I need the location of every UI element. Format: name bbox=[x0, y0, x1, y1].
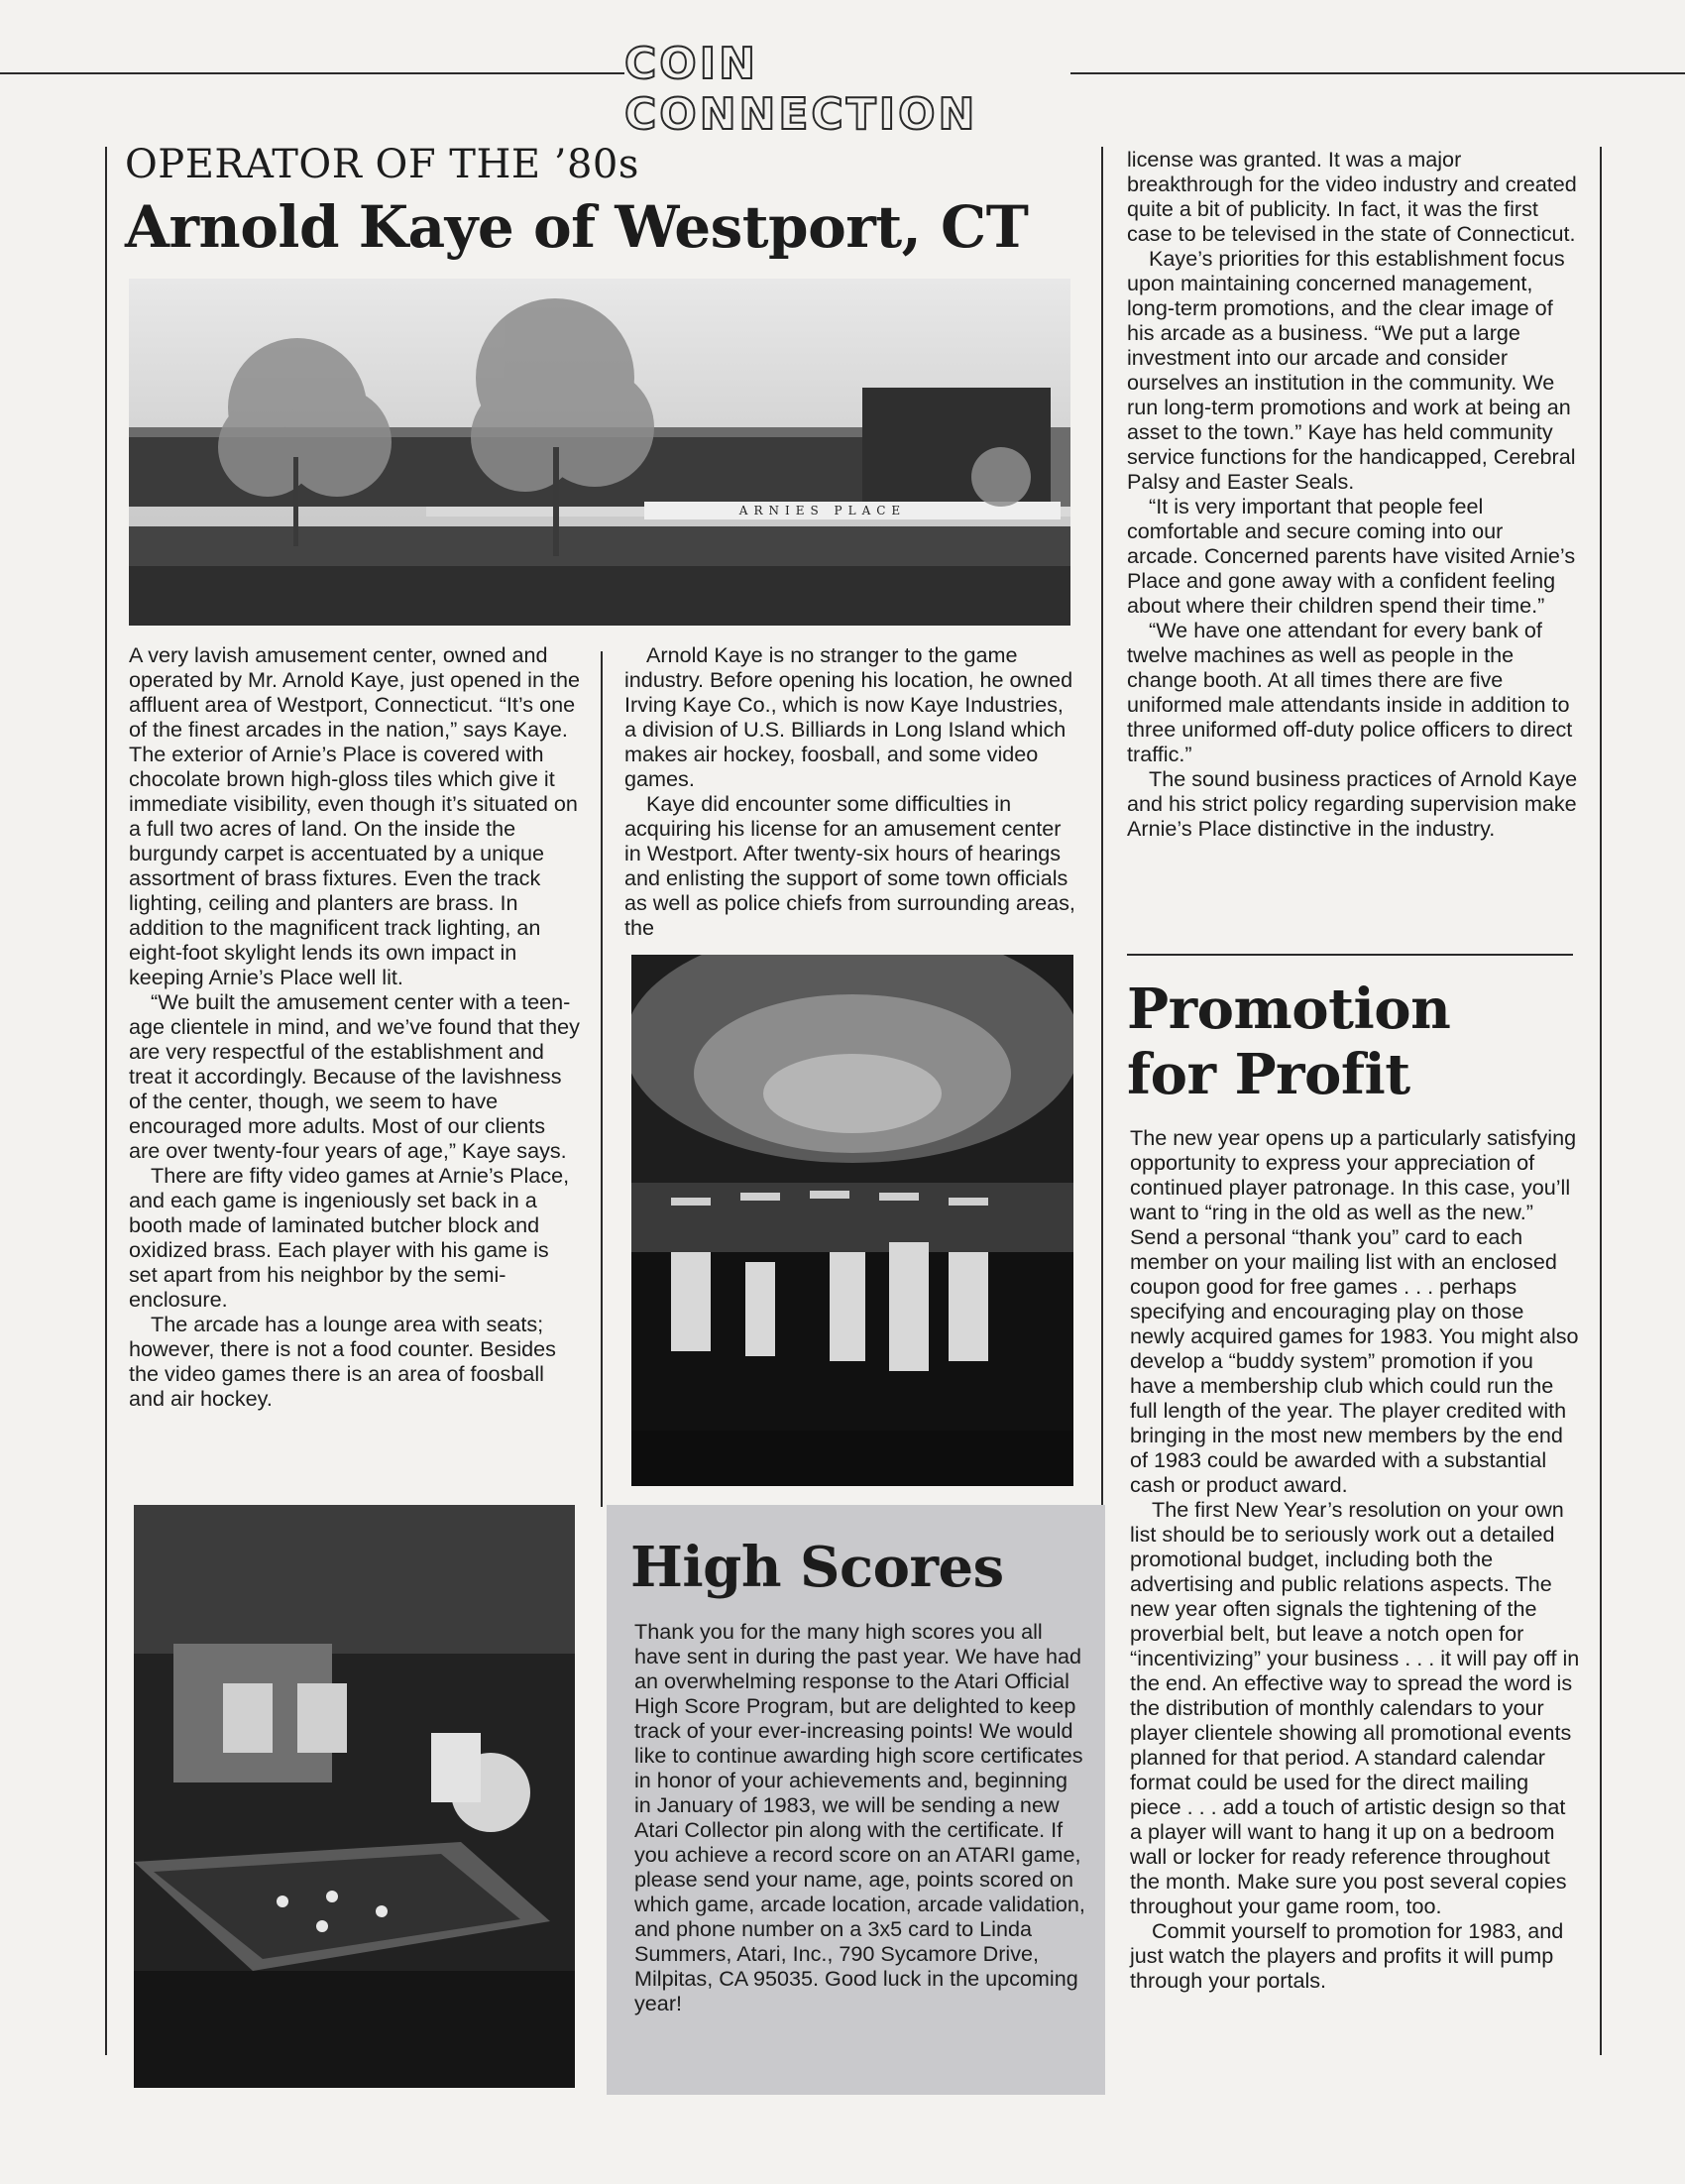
left-margin-rule bbox=[105, 147, 107, 2055]
high-scores-title: High Scores bbox=[630, 1535, 1004, 1600]
promotion-title-line2: for Profit bbox=[1127, 1042, 1410, 1107]
storefront-photo-image bbox=[129, 279, 1070, 626]
high-scores-body: Thank you for the many high scores you all have sent in during the past year. We have had an overwhelming response to the Atari Official High Score Program, but are delighted to keep track of your ever-increasing points! We would like to continue awarding high score certificates in honor of your achievements and, beginning in January of 1983, we will be sending a new Atari Collector pin along with the certificate. If you achieve a record score on an ATARI game, please send your name, age, points scored on which game, arcade location, arcade validation, and phone number on a 3x5 card to Linda Summers, Atari, Inc., 790 Sycamore Drive, Milpitas, CA 95035. Good luck in the upcoming year! bbox=[634, 1619, 1085, 2015]
article-column-1 bbox=[129, 642, 580, 1411]
promotion-title bbox=[1127, 977, 1450, 1107]
article-column-2 bbox=[624, 642, 1075, 940]
storefront-photo bbox=[129, 279, 1070, 626]
right-margin-rule bbox=[1600, 147, 1602, 2055]
game-room-photo bbox=[134, 1505, 575, 2088]
promotion-paragraph: The first New Year’s resolution on your own list should be to seriously work out a detailed promotional budget, including both the advertising and public relations aspects. The new year often signals the tightening of the proverbial belt, but leave a notch open for “incentivizing” your business . . . it will pay off in the end. An effective way to spread the word is the distribution of monthly calendars to your player clientele showing all promotional events planned for that period. A standard calendar format could be used for the direct mailing piece . . . add a touch of artistic design so that a player will want to hang it up on a bedroom wall or locker for ready reference throughout the month. Make sure you post several copies throughout your game room, too. bbox=[1130, 1497, 1580, 1918]
section-divider bbox=[1127, 954, 1573, 956]
article-paragraph: “It is very important that people feel comfortable and secure coming into our arcade. Concerned parents have visited Arnie’s Place and gone away with a confident feeling about where their children spend their time.” bbox=[1127, 494, 1576, 618]
storefront-sign: ARNIES PLACE bbox=[738, 504, 907, 517]
article-kicker: OPERATOR OF THE ’80s bbox=[125, 142, 639, 187]
masthead-rule-left bbox=[0, 72, 634, 74]
article-paragraph: There are fifty video games at Arnie’s Place, and each game is ingeniously set back in a booth made of laminated butcher block and oxidized brass. Each player with his game is set apart from his neighbor by the semi-enclosure. bbox=[129, 1163, 570, 1312]
article-paragraph: “We built the amusement center with a teen-age clientele in mind, and we’ve found that they are very respectful of the establishment and treat it accordingly. Because of the lavishness of the center, though, we seem to have encouraged more adults. Most of our clients are over twenty-four years of age,” Kaye says. bbox=[129, 989, 580, 1163]
promotion-title-line1: Promotion bbox=[1127, 977, 1451, 1042]
article-paragraph: The sound business practices of Arnold Kaye and his strict policy regarding supervision make Arnie’s Place distinctive in the industry. bbox=[1127, 766, 1578, 841]
article-column-3 bbox=[1127, 147, 1578, 841]
masthead-rule-right bbox=[1061, 72, 1685, 74]
article-paragraph: The arcade has a lounge area with seats; however, there is not a food counter. Besides the video games there is an area of foosball and air hockey. bbox=[129, 1312, 556, 1411]
article-paragraph: Arnold Kaye is no stranger to the game industry. Before opening his location, he owned Irving Kaye Co., which is now Kaye Industries, a division of U.S. Billiards in Long Island which makes air hockey, foosball, and some video games. bbox=[624, 642, 1073, 791]
article-paragraph: Kaye did encounter some difficulties in acquiring his license for an amusement center in Westport. After twenty-six hours of hearings and enlisting the support of some town officials as well as police chiefs from surrounding areas, the bbox=[624, 791, 1075, 940]
article-paragraph: “We have one attendant for every bank of twelve machines as well as people in the change booth. At all times there are five uniformed male attendants inside in addition to three uniformed off-duty police officers to direct traffic.” bbox=[1127, 618, 1573, 766]
game-room-image bbox=[134, 1505, 575, 2088]
arcade-interior-image bbox=[631, 955, 1073, 1486]
promotion-body bbox=[1130, 1125, 1581, 1993]
article-headline: Arnold Kaye of Westport, CT bbox=[125, 193, 1029, 261]
column-rule-1 bbox=[601, 651, 603, 1507]
article-paragraph: Kaye’s priorities for this establishment focus upon maintaining concerned management, long-term promotions, and the clear image of his arcade as a business. “We put a large investment into our arcade and consider ourselves an institution in the community. We run long-term promotions and work at being an asset to the town.” Kaye has held community service functions for the handicapped, Cerebral Palsy and Easter Seals. bbox=[1127, 246, 1576, 494]
high-scores-box bbox=[607, 1505, 1105, 2095]
article-paragraph: A very lavish amusement center, owned and operated by Mr. Arnold Kaye, just opened in the affluent area of Westport, Connecticut. “It’s one of the finest arcades in the nation,” says Kaye. The exterior of Arnie’s Place is covered with chocolate brown high-gloss tiles which give it immediate visibility, even though it’s situated on a full two acres of land. On the inside the burgundy carpet is accentuated by a unique assortment of brass fixtures. Even the track lighting, ceiling and planters are brass. In addition to the magnificent track lighting, an eight-foot skylight lends its own impact in keeping Arnie’s Place well lit. bbox=[129, 642, 580, 989]
masthead bbox=[624, 39, 1070, 140]
arcade-interior-photo bbox=[631, 955, 1073, 1486]
masthead-logo: COIN CONNECTION bbox=[624, 39, 978, 140]
promotion-paragraph: Commit yourself to promotion for 1983, and just watch the players and profits it will pump through your portals. bbox=[1130, 1918, 1564, 1993]
promotion-paragraph: The new year opens up a particularly satisfying opportunity to express your appreciation of continued player patronage. In this case, you’ll want to “ring in the old as well as the new.” Send a personal “thank you” card to each member on your mailing list with an enclosed coupon good for free games . . . perhaps specifying and encouraging play on those newly acquired games for 1983. You might also develop a “buddy system” promotion if you have a membership club which could run the full length of the year. The player credited with bringing in the most new members by the end of 1983 could be awarded with a substantial cash or product award. bbox=[1130, 1125, 1579, 1497]
article-paragraph: license was granted. It was a major breakthrough for the video industry and created quite a bit of publicity. In fact, it was the first case to be televised in the state of Connecticut. bbox=[1127, 147, 1577, 246]
